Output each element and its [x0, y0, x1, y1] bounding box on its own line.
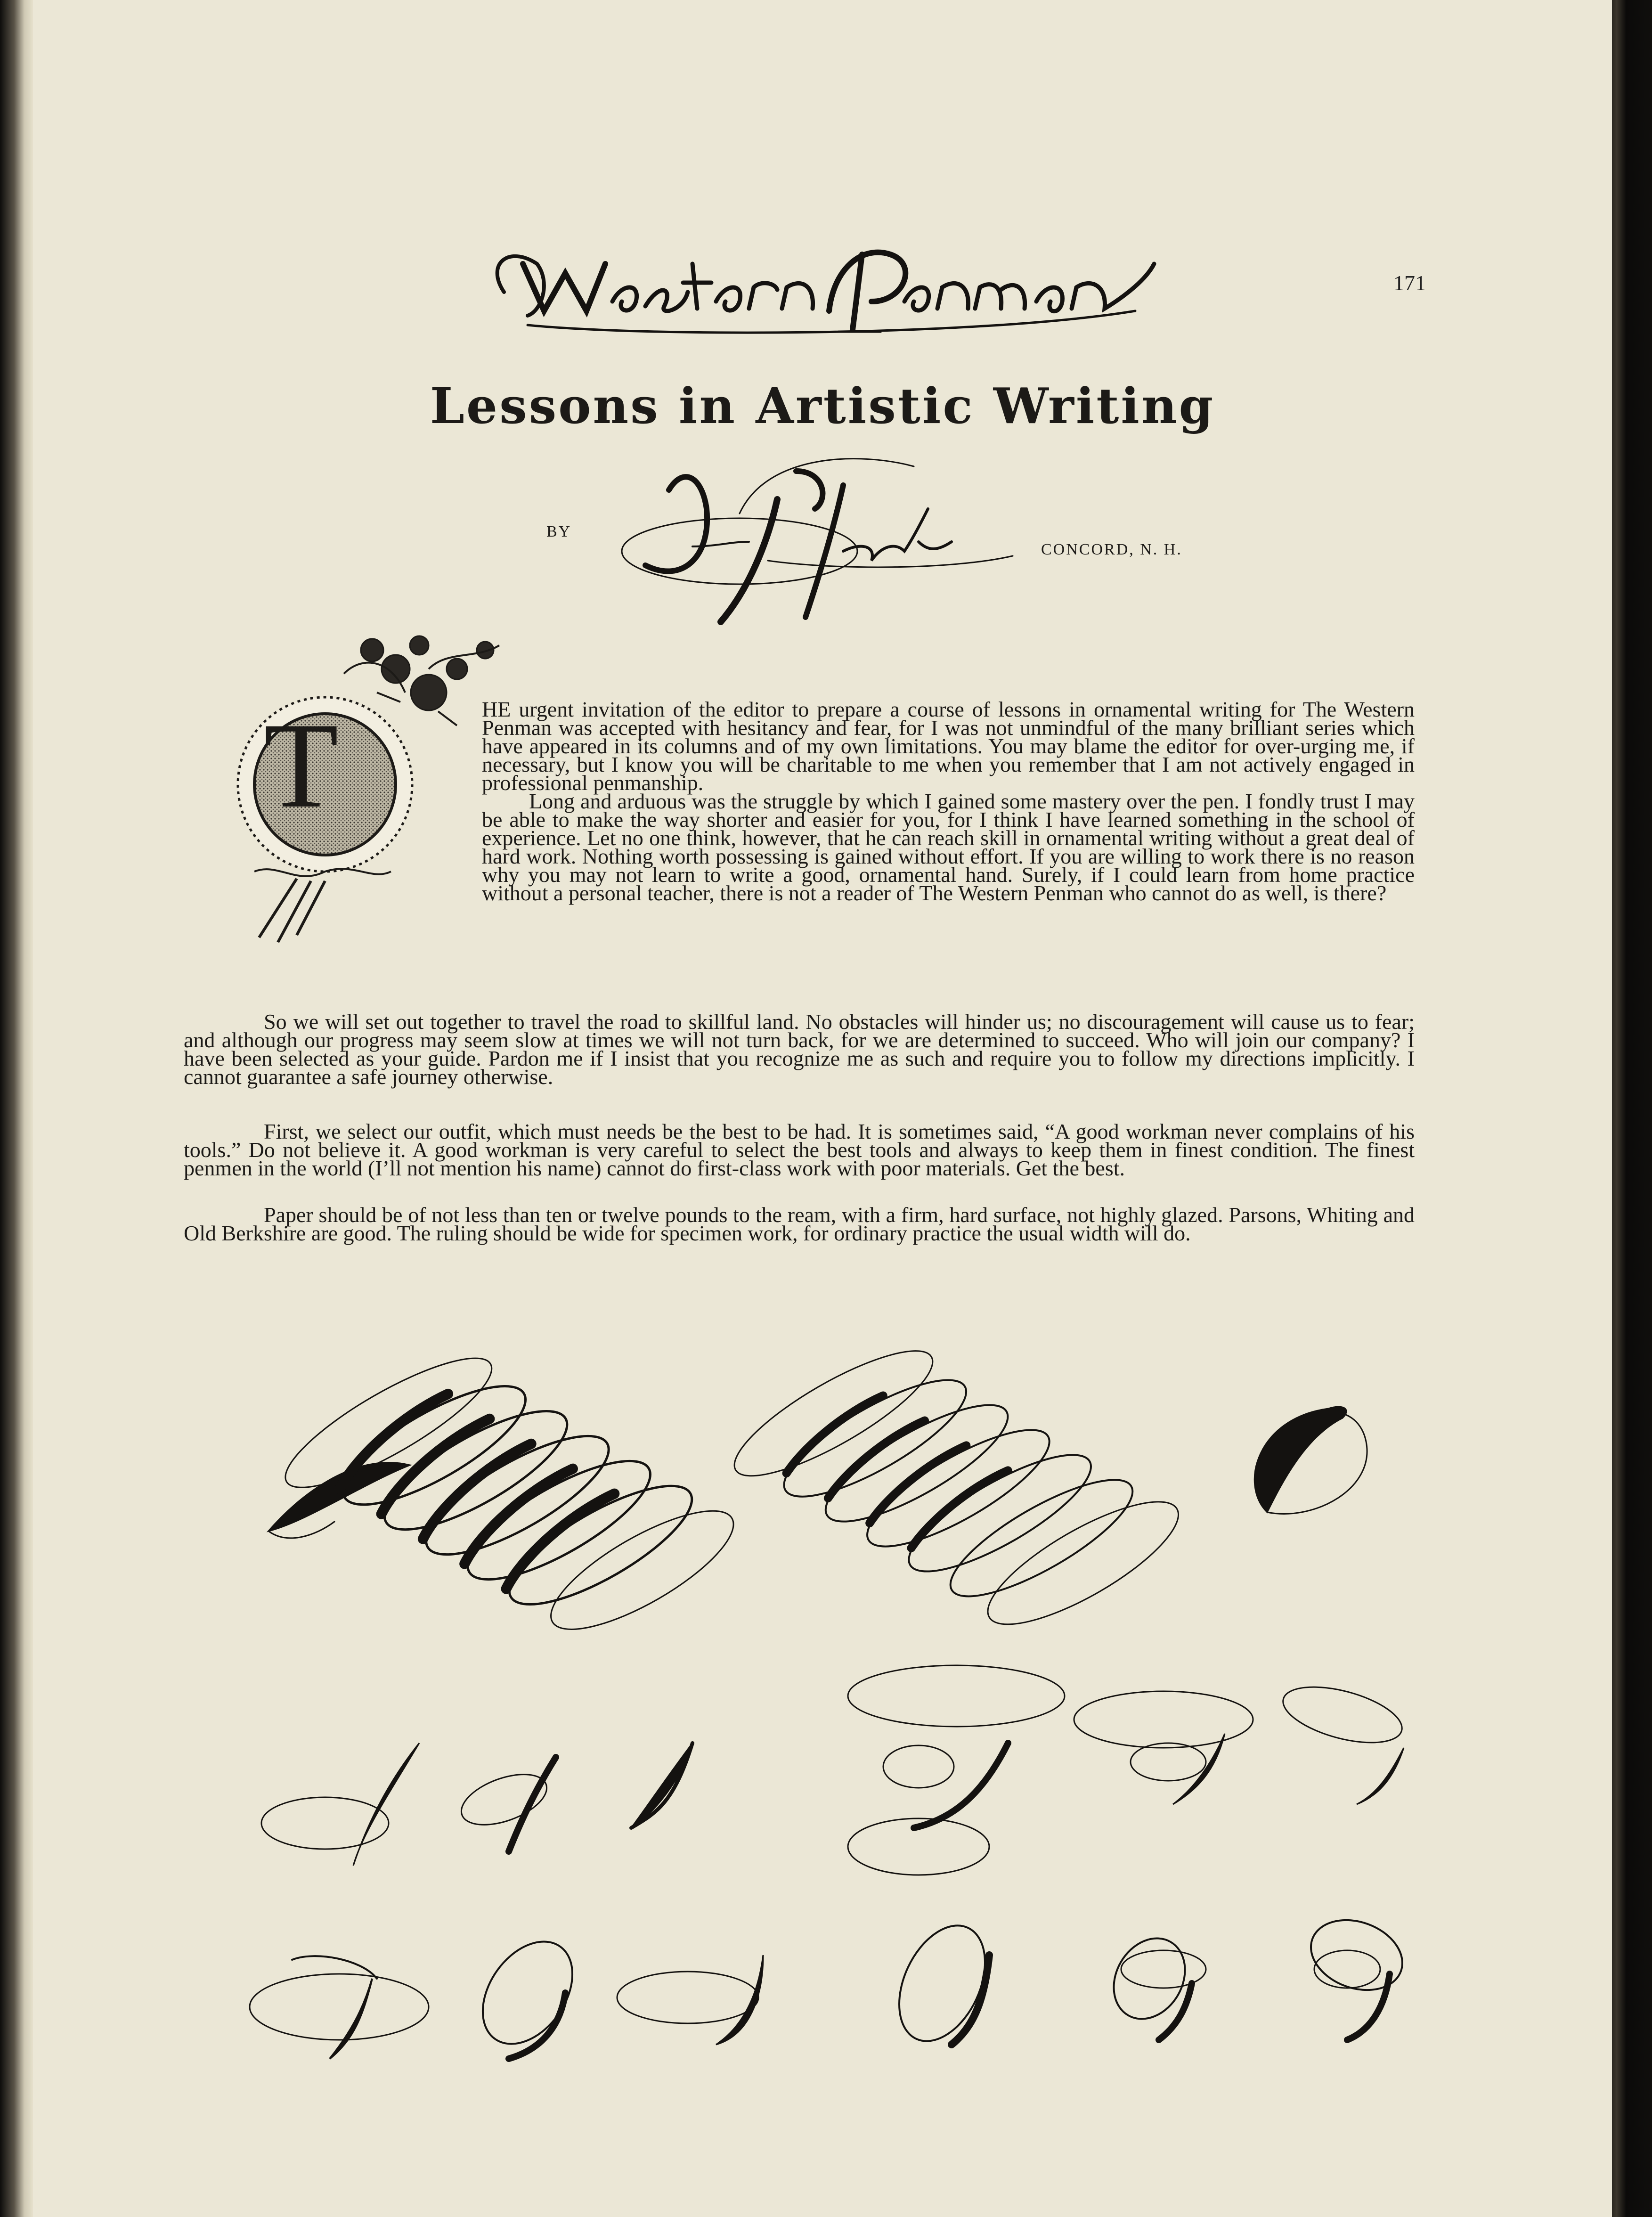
left-page-edge — [0, 0, 33, 2217]
article-headline: Lessons in Artistic Writing — [430, 377, 1215, 435]
page-number: 171 — [1393, 271, 1426, 295]
article-paragraph-4: First, we select our outfit, which must needs be the best to be had. It is sometimes said, “A good workman never complains of his tools.” Do not believe it. A good workman is very careful to select the best tools and always to keep them in finest condition. The finest penmen in the world (I’ll not mention his name) cannot do first-class work with poor materials. Get the best. — [184, 1119, 1415, 1180]
author-signature — [622, 509, 918, 574]
byline-location: CONCORD, N. H. — [1041, 541, 1182, 558]
page-edge-shadow — [1612, 0, 1652, 2217]
drop-cap-letter: T — [264, 698, 339, 833]
magazine-page — [33, 0, 1612, 2217]
byline-label: BY — [546, 523, 572, 540]
article-paragraph-2: Long and arduous was the struggle by which I gained some mastery over the pen. I fondly trust I may be able to make the way shorter and easier for you, for I think I have learned something in the school of experience. Let no one think, however, that he can reach skill in ornamental writing without a great deal of hard work. Nothing worth possessing is gained without effort. If you are willing to work there is no reason why you may not learn to write a good, ornamental hand. Surely, if I could learn from home practice without a personal teacher, there is not a reader of The Western Penman who cannot do as well, is there? — [482, 789, 1415, 905]
exercise-row-ovals — [269, 1262, 1367, 1731]
article-paragraph-1: HE urgent invitation of the editor to prepare a course of lessons in ornamental writing for The Western Penman was accepted with hesitancy and fear, for I was not unmindful of the many brilliant series which have appeared in its columns and of my own limitations. You may blame the editor for over-urging me, if necessary, but I know you will be charitable to me when you remember that I am not actively engaged in professional penmanship. — [482, 697, 1415, 795]
article-paragraph-5: Paper should be of not less than ten or twelve pounds to the ream, with a firm, hard surface, not highly glazed. Parsons, Whiting and Old Berkshire are good. The ruling should be wide for specimen work, for ordinary practice the usual width will do. — [184, 1203, 1415, 1245]
exercise-row-stems — [261, 1665, 1408, 1875]
article-paragraph-3: So we will set out together to travel the road to skillful land. No obstacles will hinder us; no discouragement will cause us to fear; and although our progress may seem slow at times we will not turn back, for we are determined to succeed. Who will join our company? I have been selected as your guide. Pardon me if I insist that you recognize me as such and require you to follow my directions implicitly. I cannot guarantee a safe journey otherwise. — [184, 1010, 1415, 1089]
exercise-row-capitals — [250, 1908, 1412, 2061]
